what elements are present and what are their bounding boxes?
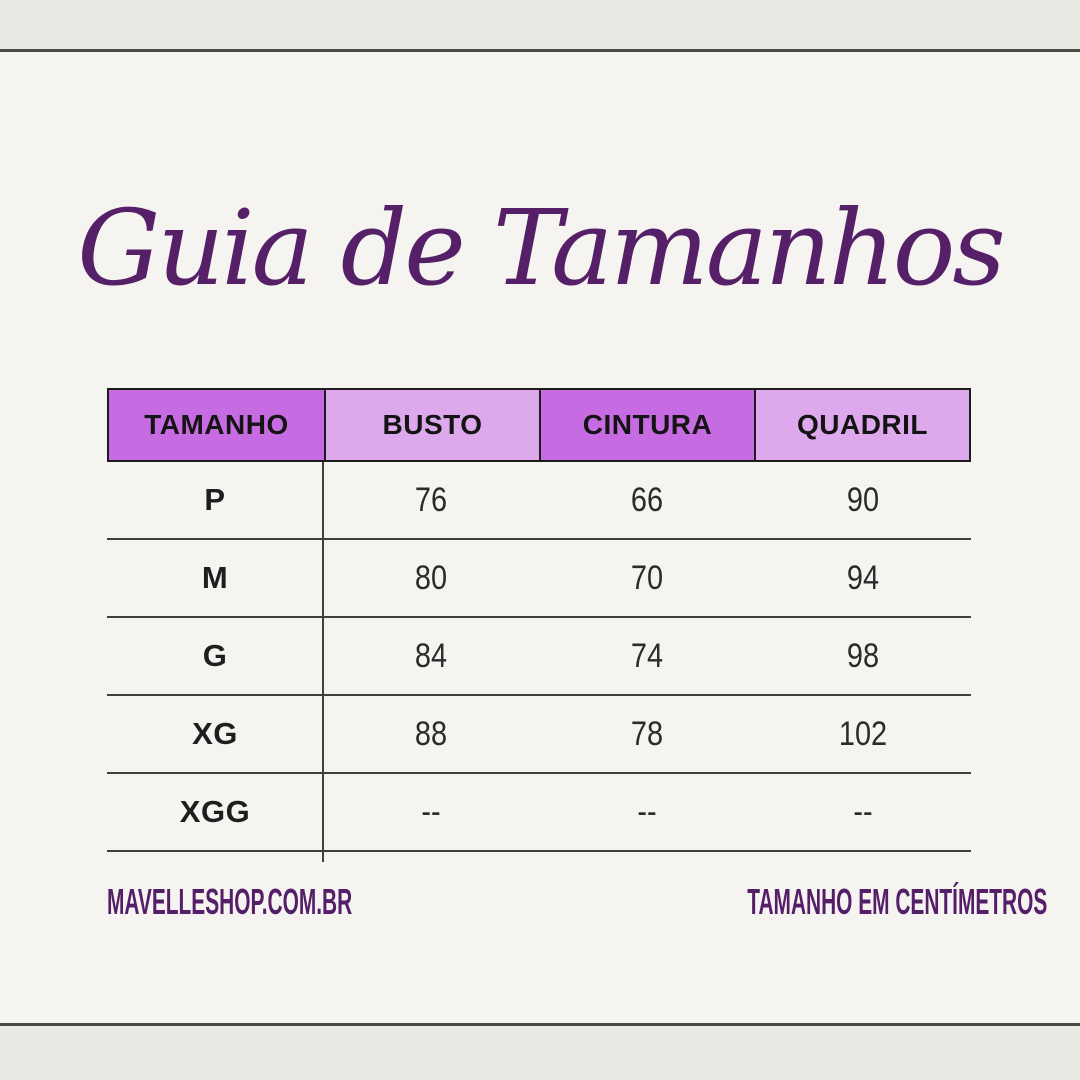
table-row-p [107,462,971,540]
column-header-busto: BUSTO [324,390,539,460]
column-header-tamanho: TAMANHO [109,390,324,460]
quadril-value: 90 [846,480,880,519]
column-header-cintura: CINTURA [539,390,754,460]
website-url: MAVELLESHOP.COM.BR [107,881,353,922]
size-label: P [204,482,226,517]
size-label: G [202,638,228,673]
size-label: XGG [179,794,251,829]
quadril-value: -- [853,792,873,831]
cintura-value: 70 [630,558,664,597]
bottom-border-band [0,1023,1080,1080]
table-row-g [107,618,971,696]
table-row-xg [107,696,971,774]
table-row-m [107,540,971,618]
cintura-value: 78 [630,714,664,753]
busto-value: 76 [414,480,448,519]
column-header-quadril: QUADRIL [754,390,969,460]
table-row-xgg [107,774,971,852]
table-header-row [107,388,971,462]
cintura-value: 66 [630,480,664,519]
cintura-value: 74 [630,636,664,675]
cintura-value: -- [637,792,657,831]
unit-note-label: TAMANHO EM CENTÍMETROS [746,881,1048,922]
quadril-value: 102 [838,714,888,753]
busto-value: 84 [414,636,448,675]
size-label: XG [192,716,238,751]
table-body [107,462,971,852]
column-divider-line [322,462,324,862]
quadril-value: 94 [846,558,880,597]
busto-value: 88 [414,714,448,753]
page-title: Guia de Tamanhos [77,187,1003,309]
busto-value: 80 [414,558,448,597]
busto-value: -- [421,792,441,831]
size-label: M [201,560,229,595]
size-table [107,388,971,852]
footer [107,880,1048,924]
top-border-band [0,0,1080,52]
quadril-value: 98 [846,636,880,675]
